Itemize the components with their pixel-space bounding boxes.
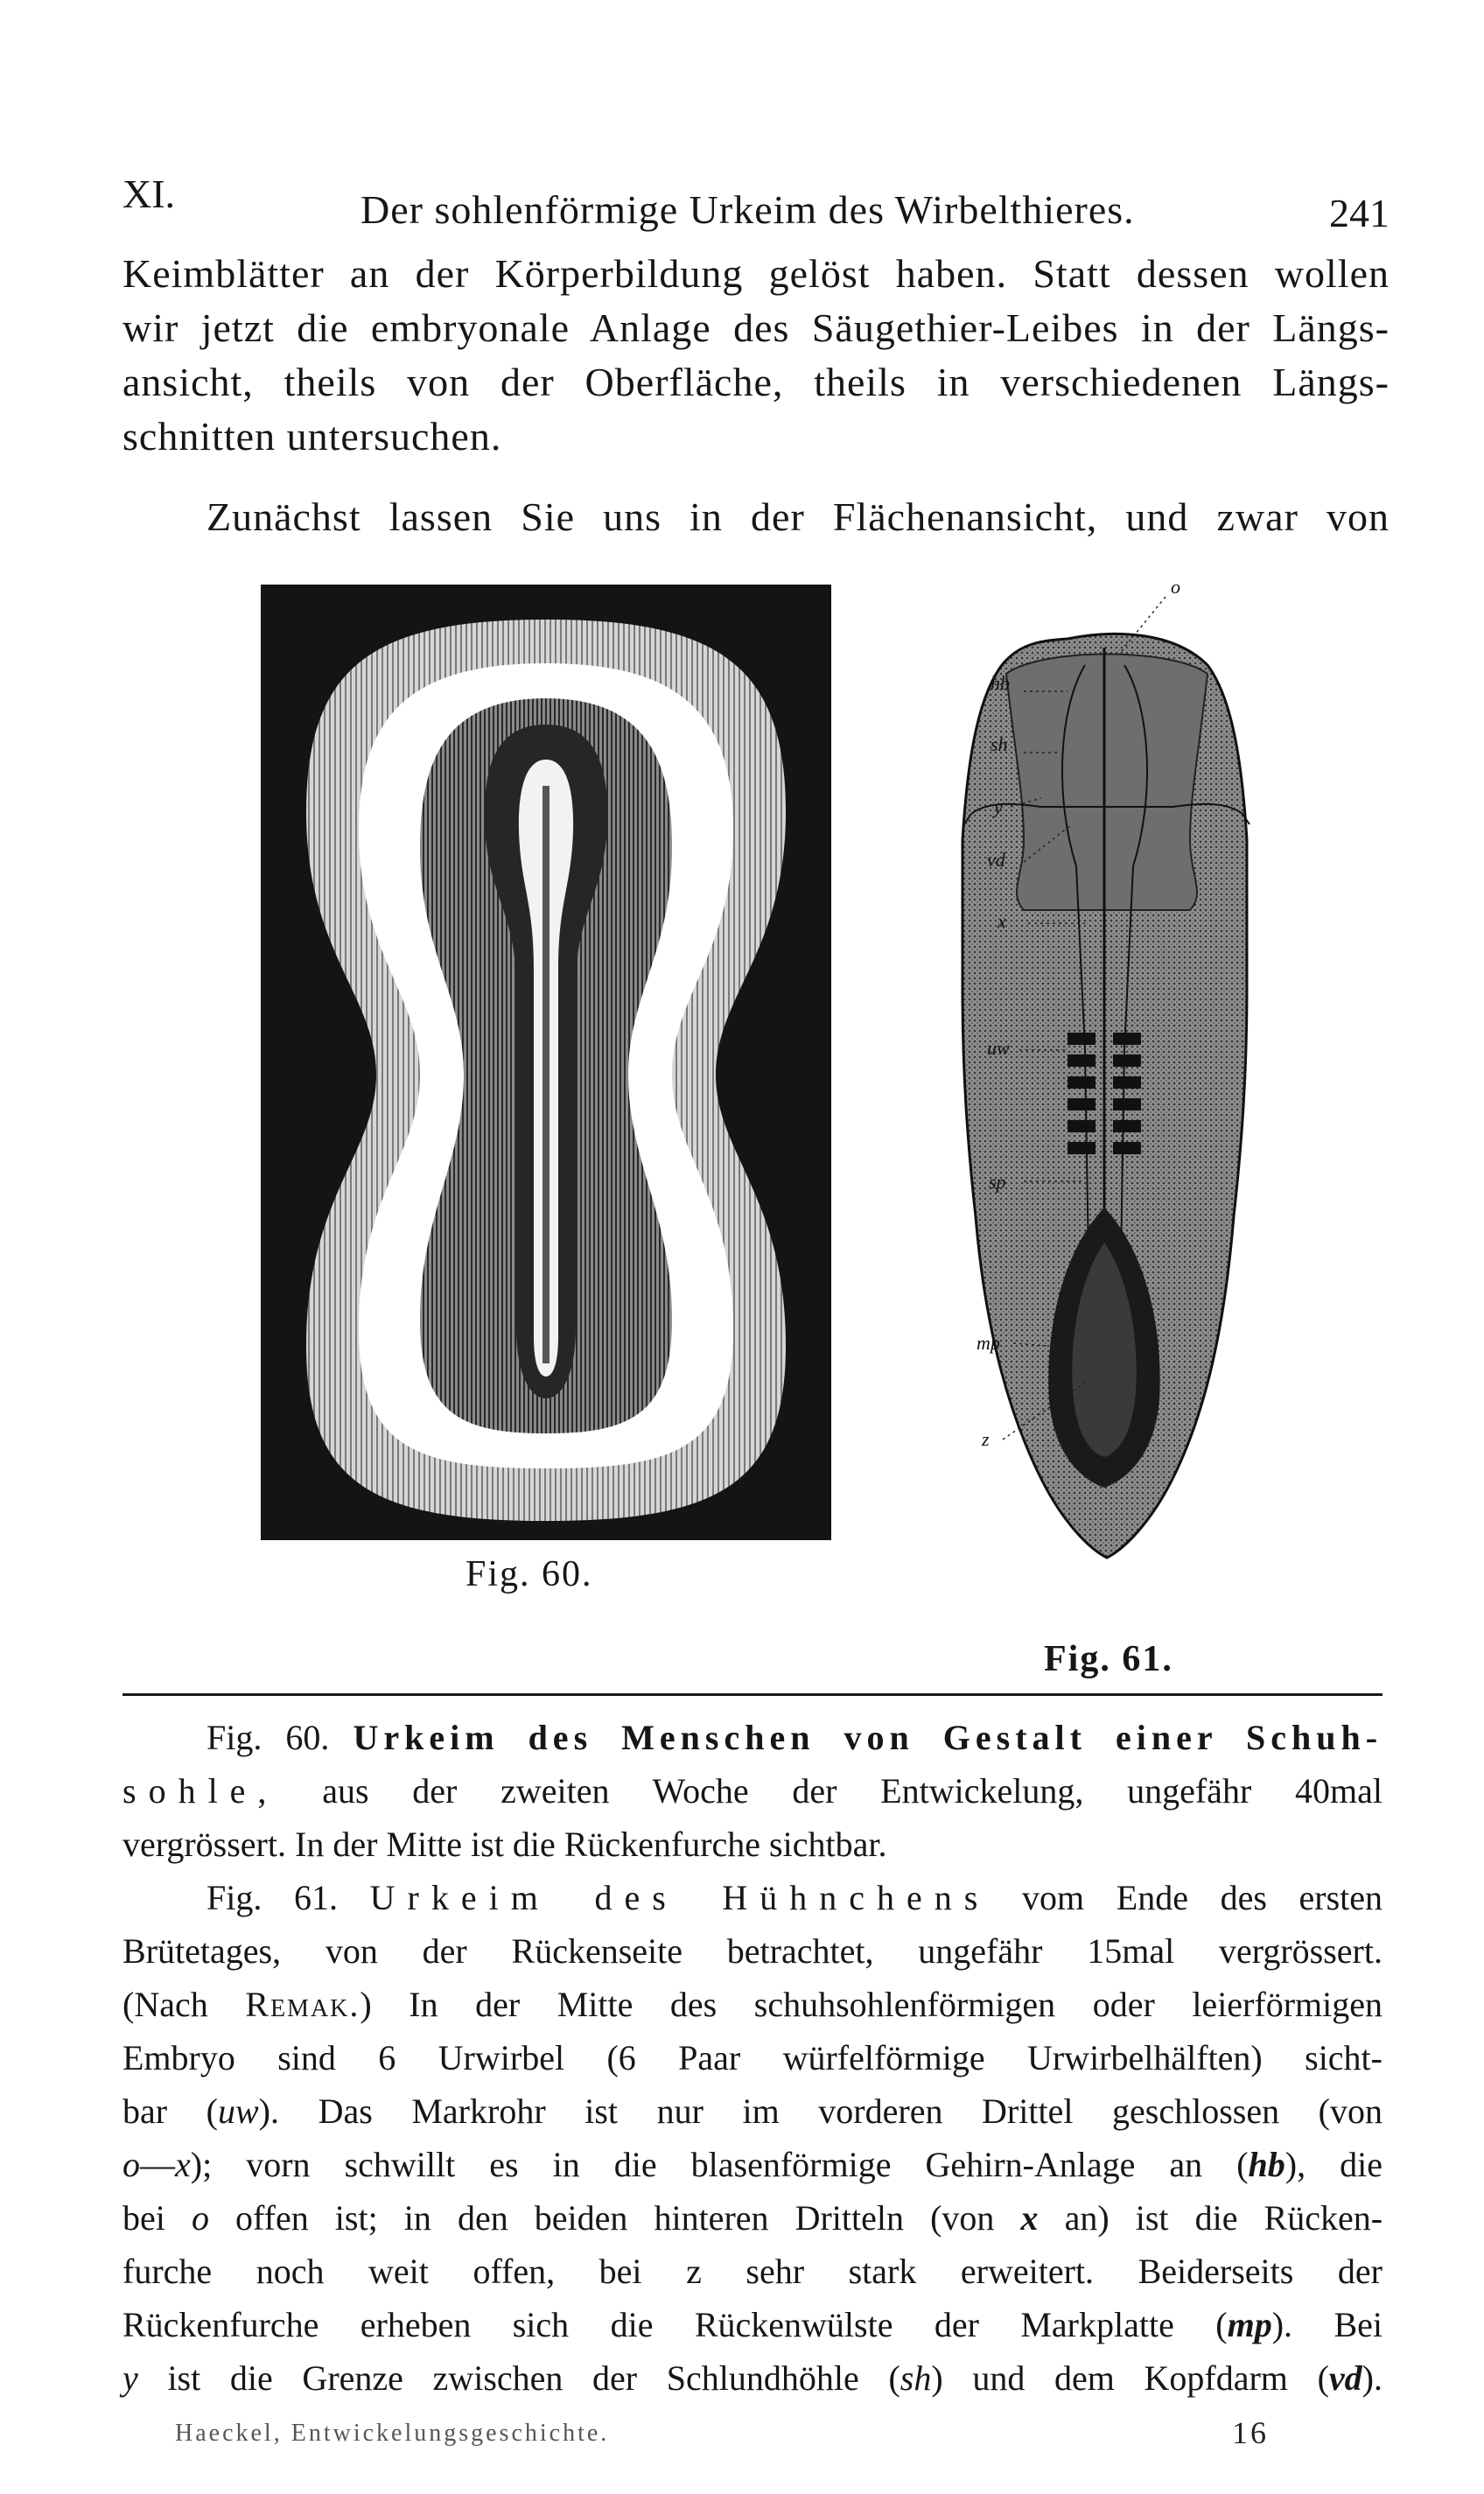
embryo-sole-illustration [261, 585, 831, 1540]
caption-abbrev: hb [1248, 2145, 1285, 2184]
page-number: 241 [1329, 191, 1390, 235]
caption-text: Rückenfurche erheben sich die Rückenwülste der Markplatte ( [122, 2305, 1228, 2344]
caption-text: offen ist; in den beiden hinteren Dritteln (von [235, 2198, 995, 2238]
fig61-label-mp: mp [976, 1332, 1000, 1354]
caption-text: an) ist die Rücken- [1064, 2198, 1383, 2238]
caption-abbrev: sh [900, 2358, 932, 2398]
caption-text: ). Das Markrohr ist nur im vorderen Drittel geschlossen (von [258, 2091, 1382, 2131]
caption-text: ist die Grenze zwischen der Schlundhöhle ( [167, 2358, 900, 2398]
caption-fig-61 [122, 1871, 1382, 2405]
body-paragraph-2 [122, 490, 1390, 544]
caption-fig61-title: Urkeim des Hühnchens [369, 1878, 990, 1917]
caption-text: ); vorn schwillt es in die blasenförmige Gehirn-Anlage an ( [190, 2145, 1249, 2184]
body-line: schnitten untersuchen. [122, 414, 502, 459]
body-line: Keimblätter an der Körperbildung gelöst haben. Statt dessen wollen [122, 251, 1390, 296]
figure-60-label: Fig. 60. [466, 1554, 593, 1594]
caption-fig60-title: Urkeim des Menschen von Gestalt einer Schuh- [353, 1718, 1383, 1757]
running-header [122, 171, 1390, 235]
caption-abbrev: vd [1328, 2358, 1362, 2398]
fig61-label-vd: vd [987, 849, 1005, 871]
caption-text: ). Bei [1271, 2305, 1382, 2344]
caption-abbrev: o [122, 2145, 140, 2184]
fig61-label-hb: hb [990, 672, 1010, 694]
caption-text: vergrössert. In der Mitte ist die Rückenfurche sichtbar. [122, 1825, 887, 1864]
caption-text: bei [122, 2198, 165, 2238]
caption-abbrev: x [175, 2145, 191, 2184]
figure-61-image [910, 578, 1295, 1628]
caption-text: ). [1362, 2358, 1382, 2398]
caption-divider [122, 1693, 1382, 1696]
author-name: Remak. [245, 1985, 360, 2024]
fig61-label-y: y [994, 796, 1003, 818]
figure-60-image [261, 585, 831, 1540]
caption-text: aus der zweiten Woche der Entwickelung, ungefähr 40mal [322, 1771, 1382, 1811]
caption-abbrev: mp [1227, 2305, 1272, 2344]
fig61-label-o: o [1171, 578, 1180, 598]
fig61-label-uw: uw [987, 1037, 1010, 1059]
fig61-label-sh: sh [990, 733, 1008, 755]
caption-text: ) und dem Kopfdarm ( [931, 2358, 1329, 2398]
fig61-label-sp: sp [989, 1171, 1006, 1193]
caption-text: sohle, [122, 1771, 279, 1811]
caption-text: Brütetages, von der Rückenseite betrachtet, ungefähr 15mal vergrössert. [122, 1931, 1382, 1971]
caption-text: Embryo sind 6 Urwirbel (6 Paar würfelförmige Urwirbelhälften) sicht- [122, 2038, 1382, 2077]
fig61-label-x: x [998, 910, 1006, 932]
caption-text: ) In der Mitte des schuhsohlenförmigen oder leierförmigen [360, 1985, 1382, 2024]
caption-text: ), die [1284, 2145, 1383, 2184]
caption-fig61-number: Fig. 61. [206, 1878, 338, 1917]
body-line: ansicht, theils von der Oberfläche, theils in verschiedenen Längs- [122, 360, 1390, 404]
signature-mark: 16 [1232, 2415, 1269, 2450]
fig61-label-z: z [982, 1428, 990, 1450]
page-footer [175, 2415, 1269, 2455]
caption-abbrev: o [191, 2198, 209, 2238]
caption-abbrev: x [1020, 2198, 1039, 2238]
caption-abbrev: uw [217, 2091, 259, 2131]
caption-text: — [140, 2145, 175, 2184]
caption-text: furche noch weit offen, bei z sehr stark erweitert. Beiderseits der [122, 2252, 1382, 2291]
caption-text: bar ( [122, 2091, 218, 2131]
section-number: XI. [122, 172, 176, 216]
footer-running-title: Haeckel, Entwickelungsgeschichte. [175, 2420, 610, 2447]
body-line: wir jetzt die embryonale Anlage des Säugethier-Leibes in der Längs- [122, 305, 1390, 350]
caption-text: (Nach [122, 1985, 208, 2024]
caption-fig60-number: Fig. 60. [206, 1718, 330, 1757]
caption-abbrev: y [122, 2358, 138, 2398]
caption-fig-60 [122, 1711, 1382, 1871]
chick-embryo-illustration [910, 578, 1295, 1628]
body-line: Zunächst lassen Sie uns in der Flächenansicht, und zwar von [206, 494, 1390, 539]
figure-61-label: Fig. 61. [1044, 1639, 1173, 1679]
body-paragraph-1 [122, 247, 1390, 464]
chapter-title: Der sohlenförmige Urkeim des Wirbelthieres. [360, 187, 1135, 232]
caption-text: vom Ende des ersten [1022, 1878, 1383, 1917]
